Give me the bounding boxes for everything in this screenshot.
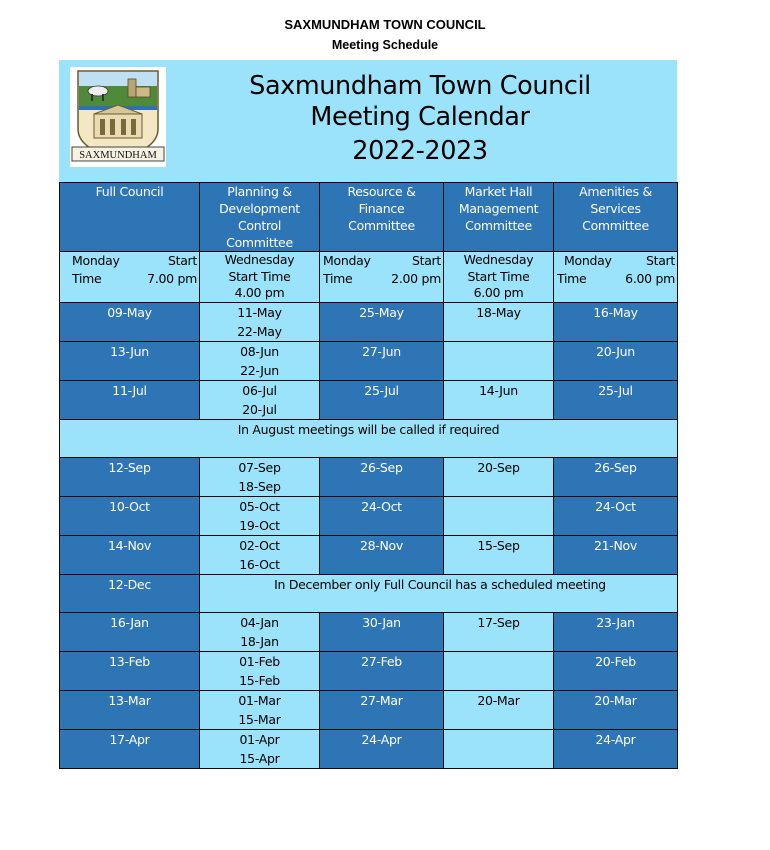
header-line: Resource &	[347, 184, 416, 199]
resource-date	[320, 690, 444, 729]
table-row	[60, 612, 678, 651]
full-council-date	[60, 496, 200, 535]
header-line: Management	[458, 201, 539, 216]
planning-dates	[200, 535, 320, 574]
header-line: Market Hall	[464, 184, 533, 199]
planning-dates	[200, 690, 320, 729]
resource-date	[320, 457, 444, 496]
full-council-date	[60, 457, 200, 496]
date-value: 22-Jun	[240, 362, 279, 378]
planning-dates	[200, 380, 320, 419]
column-header-amenities	[554, 183, 678, 252]
amenities-date	[554, 690, 678, 729]
december-row	[60, 574, 678, 612]
planning-dates	[200, 341, 320, 380]
date-value: 19-Oct	[239, 517, 280, 533]
date-value: 01-Feb	[239, 653, 280, 669]
full-council-date	[60, 380, 200, 419]
date-value: 13-Feb	[109, 653, 150, 669]
table-row	[60, 302, 678, 341]
date-value: 24-Apr	[361, 731, 402, 747]
date-value: 27-Feb	[361, 653, 402, 669]
date-value: 20-Jul	[242, 401, 277, 417]
date-value: 01-Apr	[239, 731, 280, 747]
market-hall-date	[444, 457, 554, 496]
date-value: 20-Jun	[596, 343, 635, 359]
full-council-date	[60, 535, 200, 574]
date-value: 14-Nov	[107, 537, 151, 553]
august-note-row	[60, 419, 678, 457]
resource-date	[320, 496, 444, 535]
table-header-row	[60, 183, 678, 252]
amenities-date	[554, 651, 678, 690]
resource-date	[320, 302, 444, 341]
date-value: 15-Apr	[239, 750, 280, 766]
full-council-date	[60, 729, 200, 768]
date-value: 16-May	[593, 304, 638, 320]
amenities-date	[554, 535, 678, 574]
banner-title-line1: Saxmundham Town Council	[249, 71, 591, 101]
header-line: Finance	[358, 201, 405, 216]
amenities-time: Monday Start Time 6.00 pm	[554, 252, 678, 303]
date-value: 24-Oct	[595, 498, 636, 514]
date-value: 20-Feb	[595, 653, 636, 669]
full-council-date	[60, 690, 200, 729]
resource-date	[320, 535, 444, 574]
date-value: 15-Feb	[239, 672, 280, 688]
date-value: 09-May	[107, 304, 152, 320]
market-hall-date	[444, 535, 554, 574]
planning-dates	[200, 457, 320, 496]
date-value: 27-Jun	[362, 343, 401, 359]
date-value: 12-Dec	[108, 576, 151, 592]
date-value: 25-Jul	[598, 382, 633, 398]
date-value: 12-Sep	[108, 459, 151, 475]
full-council-date	[60, 612, 200, 651]
planning-dates	[200, 612, 320, 651]
december-note	[200, 574, 678, 612]
planning-dates	[200, 729, 320, 768]
date-value: 18-May	[476, 304, 521, 320]
crest-label: SAXMUNDHAM	[79, 150, 157, 161]
market-hall-time: Wednesday Start Time 6.00 pm	[444, 252, 554, 303]
table-row	[60, 535, 678, 574]
amenities-date	[554, 341, 678, 380]
date-value: 24-Oct	[361, 498, 402, 514]
date-value: 18-Jan	[240, 633, 279, 649]
document-title: SAXMUNDHAM TOWN COUNCIL	[284, 17, 486, 32]
table-row	[60, 380, 678, 419]
table-row	[60, 729, 678, 768]
date-value: 13-Mar	[108, 692, 151, 708]
date-value: 24-Apr	[595, 731, 636, 747]
header-line: Development	[219, 201, 300, 216]
date-value: 30-Jan	[362, 614, 401, 630]
date-value: 22-May	[237, 323, 282, 339]
resource-time: Monday Start Time 2.00 pm	[320, 252, 444, 303]
date-value: 27-Mar	[360, 692, 403, 708]
column-header-market-hall	[444, 183, 554, 252]
date-value: 04-Jan	[240, 614, 279, 630]
amenities-date	[554, 302, 678, 341]
full-council-date	[60, 341, 200, 380]
date-value: 25-May	[359, 304, 404, 320]
full-council-time: Monday Start Time 7.00 pm	[60, 252, 200, 303]
amenities-date	[554, 496, 678, 535]
header-line: Committee	[226, 235, 293, 250]
date-value: 01-Mar	[238, 692, 281, 708]
header-line: Services	[590, 201, 641, 216]
date-value: 06-Jul	[242, 382, 277, 398]
market-hall-date	[444, 302, 554, 341]
resource-date	[320, 651, 444, 690]
date-value: 11-May	[237, 304, 282, 320]
full-council-date	[60, 651, 200, 690]
banner-title-line2: Meeting Calendar	[310, 102, 530, 132]
header-line: Planning &	[227, 184, 292, 199]
header-line: Committee	[582, 218, 649, 233]
meeting-calendar-table	[59, 182, 678, 769]
table-row	[60, 690, 678, 729]
date-value: 17-Sep	[477, 614, 520, 630]
august-note	[60, 419, 678, 457]
date-value: 28-Nov	[359, 537, 403, 553]
amenities-date	[554, 612, 678, 651]
resource-date	[320, 341, 444, 380]
column-header-resource-finance	[320, 183, 444, 252]
date-value: 08-Jun	[240, 343, 279, 359]
date-value: 07-Sep	[238, 459, 281, 475]
date-value: 26-Sep	[360, 459, 403, 475]
market-hall-date	[444, 496, 554, 535]
date-value: 20-Sep	[477, 459, 520, 475]
date-value: 23-Jan	[596, 614, 635, 630]
column-header-planning	[200, 183, 320, 252]
date-value: 17-Apr	[109, 731, 150, 747]
header-line: Committee	[465, 218, 532, 233]
amenities-date	[554, 457, 678, 496]
date-value: 21-Nov	[593, 537, 637, 553]
meeting-times-row	[60, 252, 678, 303]
resource-date	[320, 380, 444, 419]
header-line: Control	[237, 218, 282, 233]
market-hall-date	[444, 690, 554, 729]
table-row	[60, 457, 678, 496]
date-value: 20-Mar	[477, 692, 520, 708]
market-hall-date	[444, 729, 554, 768]
date-value: 16-Jan	[110, 614, 149, 630]
market-hall-date	[444, 612, 554, 651]
date-value: 02-Oct	[239, 537, 280, 553]
date-value: 11-Jul	[112, 382, 147, 398]
header-line: Full Council	[95, 184, 164, 199]
document-subtitle: Meeting Schedule	[331, 38, 439, 52]
date-value: 14-Jun	[479, 382, 518, 398]
amenities-date	[554, 729, 678, 768]
full-council-date	[60, 574, 200, 612]
date-value: In August meetings will be called if required	[237, 421, 500, 437]
date-value: 15-Mar	[238, 711, 281, 727]
date-value: In December only Full Council has a scheduled meeting	[274, 576, 606, 592]
resource-date	[320, 612, 444, 651]
header-line: Committee	[348, 218, 415, 233]
date-value: 26-Sep	[594, 459, 637, 475]
table-row	[60, 496, 678, 535]
planning-dates	[200, 302, 320, 341]
date-value: 13-Jun	[110, 343, 149, 359]
date-value: 10-Oct	[109, 498, 150, 514]
resource-date	[320, 729, 444, 768]
amenities-date	[554, 380, 678, 419]
date-value: 15-Sep	[477, 537, 520, 553]
column-header-full-council	[60, 183, 200, 252]
table-row	[60, 341, 678, 380]
date-value: 18-Sep	[238, 478, 281, 494]
market-hall-date	[444, 380, 554, 419]
header-line: Amenities &	[579, 184, 652, 199]
planning-dates	[200, 651, 320, 690]
date-value: 20-Mar	[594, 692, 637, 708]
market-hall-date	[444, 651, 554, 690]
full-council-date	[60, 302, 200, 341]
date-value: 16-Oct	[239, 556, 280, 572]
banner-year: 2022-2023	[352, 136, 488, 166]
date-value: 05-Oct	[239, 498, 280, 514]
planning-time: Wednesday Start Time 4.00 pm	[200, 252, 320, 303]
date-value: 25-Jul	[364, 382, 399, 398]
table-row	[60, 651, 678, 690]
planning-dates	[200, 496, 320, 535]
town-crest-icon	[70, 67, 166, 167]
market-hall-date	[444, 341, 554, 380]
